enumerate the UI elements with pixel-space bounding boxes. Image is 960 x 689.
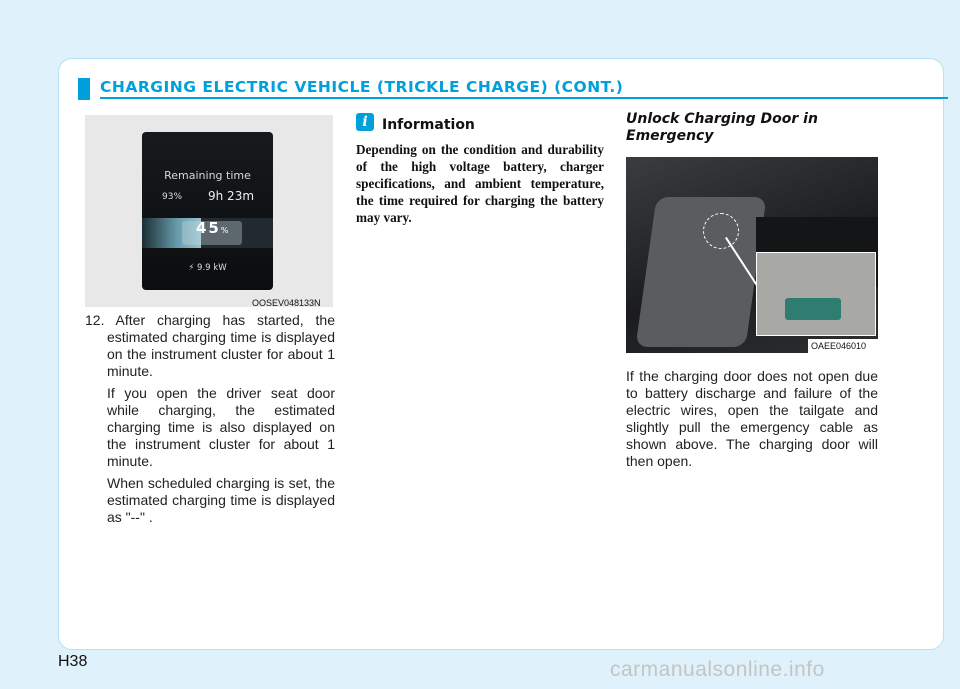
column-left-text — [85, 312, 335, 531]
unlock-section-title: Unlock Charging Door in Emergency — [626, 111, 818, 144]
information-title: Information — [382, 117, 475, 133]
figure1-code: OOSEV048133N — [252, 298, 321, 308]
information-icon: i — [356, 113, 374, 131]
information-body: Depending on the condition and durability of the high voltage battery, charger specifications, and ambient temperature, the time required for charging the battery may vary. — [356, 142, 604, 225]
door-open-paragraph: If you open the driver seat door while charging, the estimated charging time is also displayed on the instrument cluster for about 1 minute. — [107, 385, 335, 469]
watermark-text: carmanualsonline.info — [610, 658, 825, 681]
header-rule — [100, 97, 948, 99]
cluster-remaining-time: 9h 23m — [208, 189, 255, 203]
header-accent-bar — [78, 78, 90, 100]
emergency-cable-inset — [756, 252, 876, 336]
cluster-power: ⚡ 9.9 kW — [188, 263, 227, 273]
cable-location-marker — [703, 213, 739, 249]
unlock-body-text: If the charging door does not open due to battery discharge and failure of the electric wires, open the tailgate and slightly pull the emergency cable as shown above. The charging door will then open. — [626, 368, 878, 469]
section-header-title: CHARGING ELECTRIC VEHICLE (TRICKLE CHARGE) (CONT.) — [100, 78, 624, 96]
figure2-code: OAEE046010 — [811, 341, 867, 351]
cluster-battery-percent: 93% — [162, 192, 183, 202]
soc-value: 45 — [196, 219, 221, 237]
scheduled-charging-paragraph: When scheduled charging is set, the estimated charging time is displayed as "--" . — [107, 475, 335, 525]
cluster-display — [142, 132, 273, 290]
emergency-release-tag — [785, 298, 841, 320]
cluster-title: Remaining time — [164, 169, 251, 182]
cluster-state-of-charge — [196, 219, 228, 237]
page-number: H38 — [58, 653, 88, 670]
step-12-text: 12. After charging has started, the estimated charging time is displayed on the instrument cluster for about 1 minute. — [85, 312, 335, 379]
soc-unit: % — [220, 226, 229, 235]
